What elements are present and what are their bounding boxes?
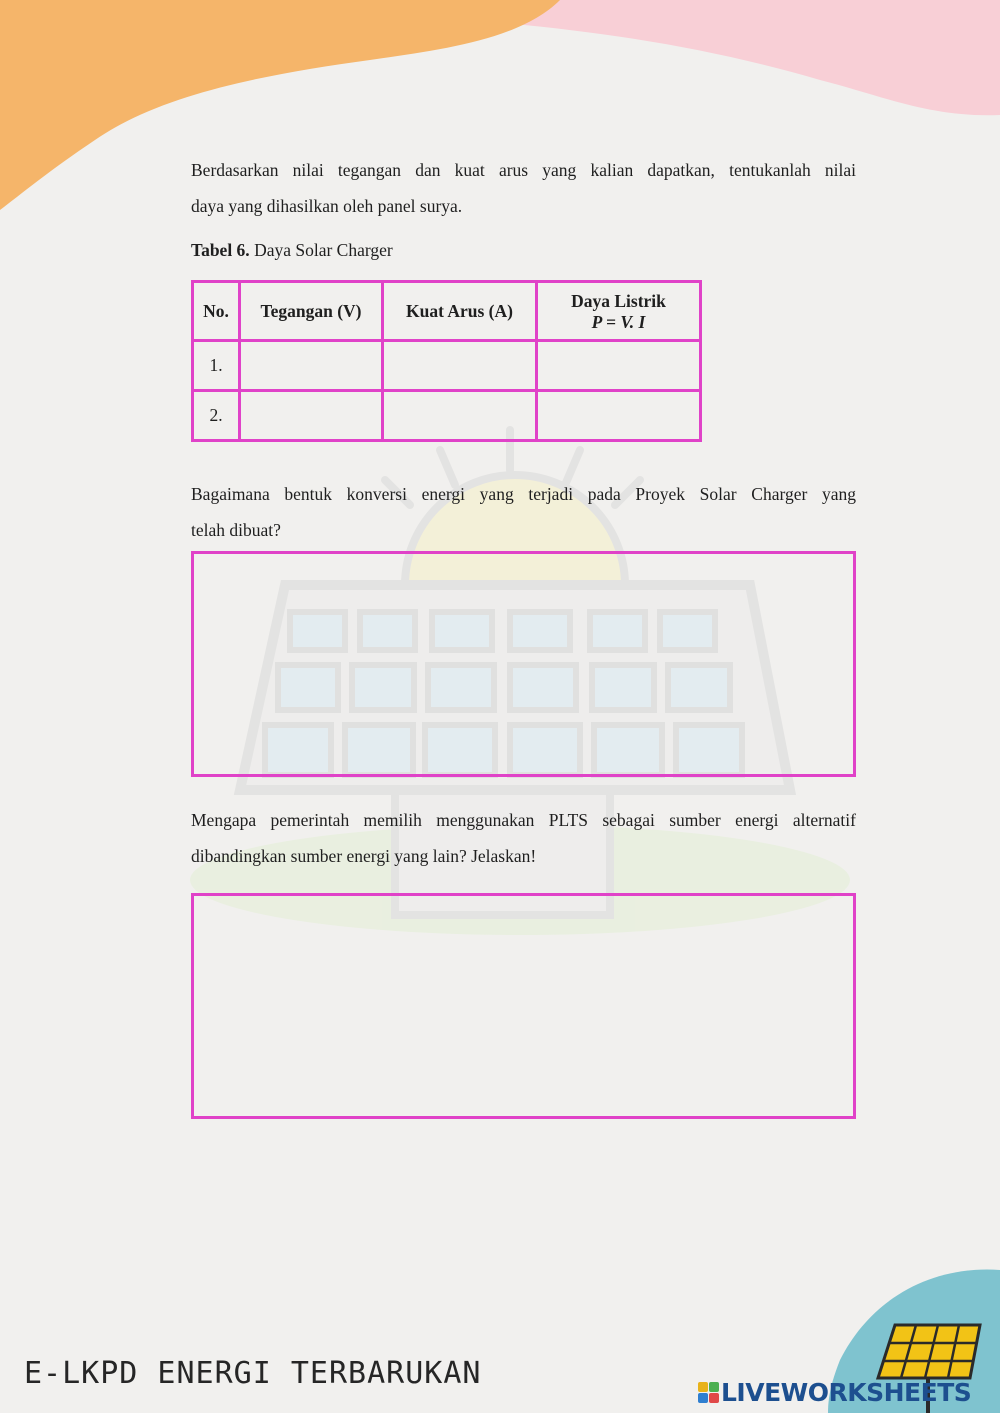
paragraph-2-line-2: telah dibuat? [191,520,281,540]
paragraph-3-line-1: Mengapa pemerintah memilih menggunakan PLTS sebagai sumber energi alternatif [191,810,856,830]
liveworksheets-logo-icon [698,1382,719,1403]
table-header-row [193,282,701,341]
row-2-current-cell[interactable] [383,391,537,441]
row-2-power-cell[interactable] [537,391,701,441]
header-no: No. [193,282,240,341]
answer-box-energy-conversion[interactable] [191,551,856,777]
power-table [191,280,702,442]
row-2-no: 2. [193,391,240,441]
row-1-power-cell[interactable] [537,341,701,391]
table-row [193,391,701,441]
header-power-label: Daya Listrik [571,291,666,311]
paragraph-2-line-1: Bagaimana bentuk konversi energi yang terjadi pada Proyek Solar Charger yang [191,484,856,504]
row-2-voltage-cell[interactable] [240,391,383,441]
header-power-formula: P = V. I [591,312,646,332]
paragraph-1-line-2: daya yang dihasilkan oleh panel surya. [191,196,463,216]
paragraph-3-line-2: dibandingkan sumber energi yang lain? Jelaskan! [191,846,537,866]
header-power [537,282,701,341]
header-voltage: Tegangan (V) [240,282,383,341]
header-current: Kuat Arus (A) [383,282,537,341]
table-caption [191,240,393,261]
row-1-no: 1. [193,341,240,391]
table-caption-text: Daya Solar Charger [254,240,393,260]
question-paragraph-2 [191,476,856,548]
row-1-current-cell[interactable] [383,341,537,391]
row-1-voltage-cell[interactable] [240,341,383,391]
liveworksheets-brand [698,1378,971,1407]
answer-box-plts-reason[interactable] [191,893,856,1119]
question-paragraph-3 [191,802,856,874]
liveworksheets-brand-text: LIVEWORKSHEETS [721,1378,972,1407]
instruction-paragraph-1 [191,152,856,224]
paragraph-1-line-1: Berdasarkan nilai tegangan dan kuat arus yang kalian dapatkan, tentukanlah nilai [191,160,856,180]
footer-title: E-LKPD ENERGI TERBARUKAN [24,1356,482,1391]
table-row [193,341,701,391]
table-caption-label: Tabel 6. [191,240,250,260]
